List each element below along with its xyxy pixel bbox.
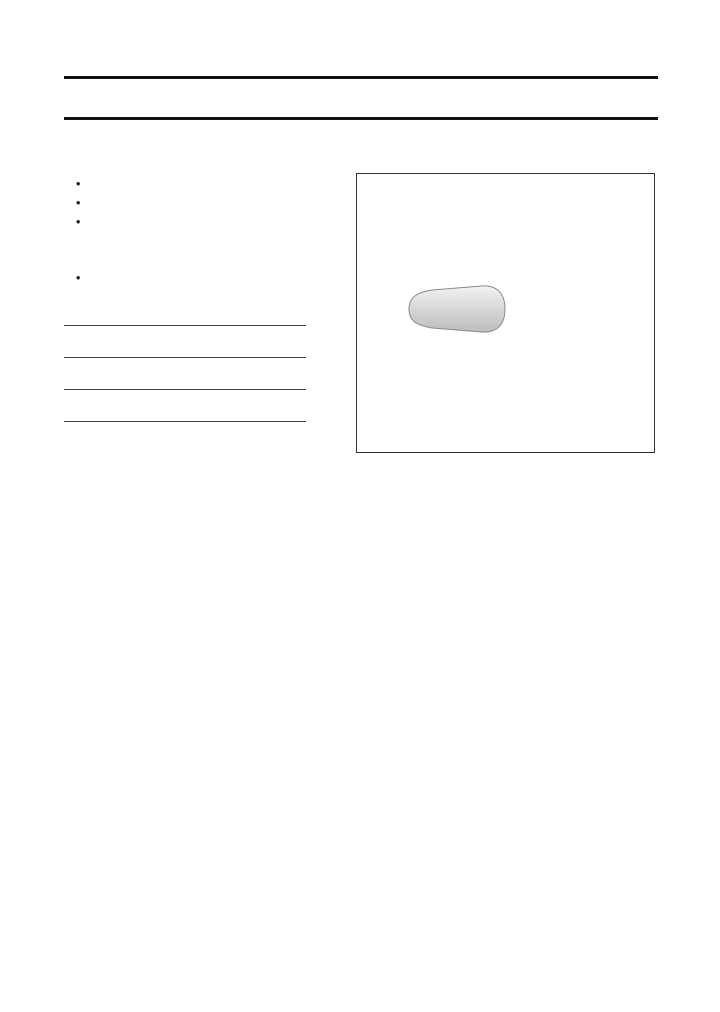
pinning-rule xyxy=(64,421,306,422)
pinning-rule xyxy=(64,357,306,358)
flange-shape xyxy=(409,286,505,332)
description-item: • xyxy=(76,177,81,191)
description-item: • xyxy=(76,215,81,229)
pinning-rule xyxy=(64,389,306,390)
header-rule-bottom xyxy=(64,117,658,120)
header-rule-top xyxy=(64,76,658,79)
applications-item: • xyxy=(76,271,81,285)
pinning-rule xyxy=(64,325,306,326)
to3-package-figure xyxy=(357,174,654,452)
description-item: • xyxy=(76,196,81,210)
figure-box xyxy=(356,173,655,453)
